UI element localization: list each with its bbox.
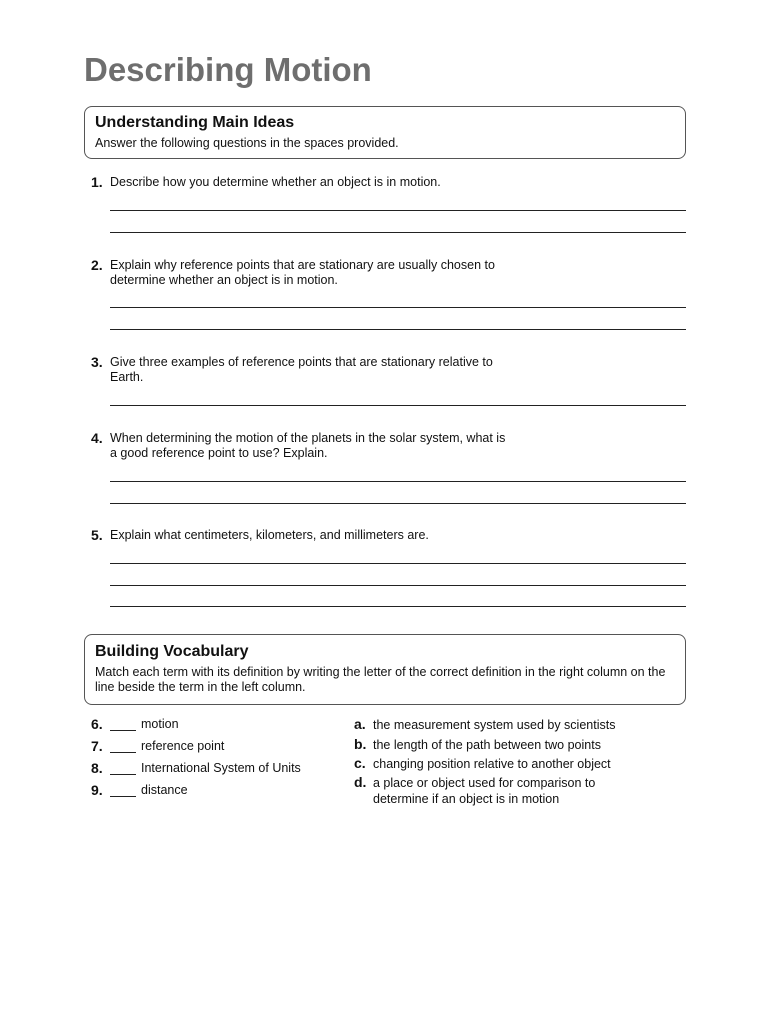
- answer-line[interactable]: [110, 405, 686, 406]
- answer-line[interactable]: [110, 232, 686, 233]
- term-item: [84, 760, 344, 782]
- definition-item: [354, 736, 684, 755]
- definition-text: the length of the path between two points: [373, 738, 601, 752]
- definition-letter: a.: [354, 716, 366, 732]
- main-ideas-header-box: [84, 106, 686, 159]
- main-ideas-instructions: Answer the following questions in the spaces provided.: [95, 136, 399, 150]
- answer-line[interactable]: [110, 503, 686, 504]
- definition-item: [354, 774, 684, 807]
- main-ideas-heading: Understanding Main Ideas: [95, 114, 295, 131]
- definition-letter: d.: [354, 774, 367, 790]
- page-title: Describing Motion: [84, 51, 372, 88]
- question-text: Explain what centimeters, kilometers, and millimeters are.: [110, 528, 429, 542]
- definition-text: the measurement system used by scientists: [373, 718, 616, 732]
- question-text: Describe how you determine whether an object is in motion.: [110, 175, 441, 189]
- answer-line[interactable]: [110, 563, 686, 564]
- answer-blank[interactable]: [110, 796, 136, 797]
- question-text: When determining the motion of the planets in the solar system, what is a good reference point to use? Explain.: [110, 431, 506, 460]
- definition-item: [354, 755, 684, 774]
- term-number: 9.: [91, 782, 103, 798]
- question-number: 3.: [91, 354, 103, 370]
- definitions-column: [354, 716, 684, 807]
- question-number: 5.: [91, 527, 103, 543]
- terms-column: [84, 716, 344, 804]
- definition-letter: c.: [354, 755, 366, 771]
- definition-letter: b.: [354, 736, 367, 752]
- question-number: 2.: [91, 257, 103, 273]
- term-item: [84, 738, 344, 760]
- vocabulary-instructions: Match each term with its definition by writing the letter of the correct definition in the right column on the line beside the term in the left column.: [95, 665, 666, 694]
- answer-line[interactable]: [110, 585, 686, 586]
- answer-line[interactable]: [110, 329, 686, 330]
- term-item: [84, 782, 344, 804]
- answer-line[interactable]: [110, 307, 686, 308]
- term-number: 7.: [91, 738, 103, 754]
- term-item: [84, 716, 344, 738]
- answer-line[interactable]: [110, 210, 686, 211]
- answer-line[interactable]: [110, 481, 686, 482]
- definition-text: a place or object used for comparison to determine if an object is in motion: [373, 776, 596, 806]
- definition-text: changing position relative to another object: [373, 757, 611, 771]
- term-number: 6.: [91, 716, 103, 732]
- definition-item: [354, 716, 684, 736]
- answer-line[interactable]: [110, 606, 686, 607]
- vocabulary-header-box: [84, 634, 686, 705]
- answer-blank[interactable]: [110, 730, 136, 731]
- term-label: reference point: [141, 739, 225, 753]
- answer-blank[interactable]: [110, 774, 136, 775]
- question-number: 4.: [91, 430, 103, 446]
- term-label: International System of Units: [141, 761, 301, 775]
- question-number: 1.: [91, 174, 103, 190]
- term-label: distance: [141, 783, 188, 797]
- question-text: Give three examples of reference points that are stationary relative to Earth.: [110, 355, 493, 384]
- term-label: motion: [141, 717, 179, 731]
- question-text: Explain why reference points that are stationary are usually chosen to determine whether an object is in motion.: [110, 258, 495, 287]
- vocabulary-heading: Building Vocabulary: [95, 643, 249, 660]
- answer-blank[interactable]: [110, 752, 136, 753]
- term-number: 8.: [91, 760, 103, 776]
